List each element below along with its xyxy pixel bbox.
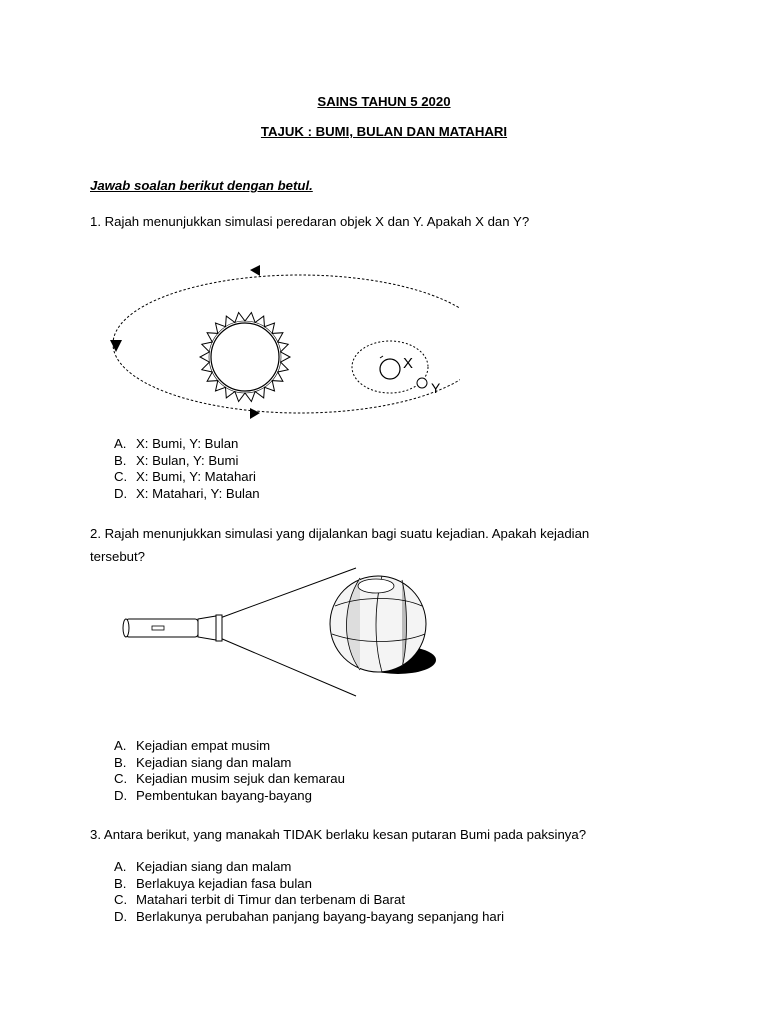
object-y-circle (417, 378, 427, 388)
question-2-text: 2. Rajah menunjukkan simulasi yang dijalankan bagi suatu kejadian. Apakah kejadian tersebut? (90, 526, 590, 564)
object-x-circle (380, 359, 400, 379)
sun-icon (200, 313, 290, 402)
orbit-arrow-left (110, 340, 122, 352)
question-1-text: 1. Rajah menunjukkan simulasi peredaran objek X dan Y. Apakah X dan Y? (90, 214, 530, 229)
globe-icon (330, 576, 436, 674)
orbit-diagram (100, 262, 460, 426)
instruction-text: Jawab soalan berikut dengan betul. (90, 178, 313, 193)
page-title: SAINS TAHUN 5 2020 (317, 94, 451, 109)
option-c: C. Matahari terbit di Timur dan terbenam di Barat (114, 892, 406, 907)
option-a: A. X: Bumi, Y: Bulan (114, 436, 239, 451)
question-3-options (114, 859, 504, 925)
option-d: D. Pembentukan bayang-bayang (114, 787, 312, 803)
option-b: B. X: Bulan, Y: Bumi (114, 452, 239, 468)
question-3-text: 3. Antara berikut, yang manakah TIDAK berlaku kesan putaran Bumi pada paksinya? (90, 827, 587, 842)
option-b: B. Kejadian siang dan malam (114, 754, 292, 770)
question-2-options (114, 738, 345, 804)
option-a: A. Kejadian empat musim (114, 738, 271, 753)
option-a: A. Kejadian siang dan malam (114, 859, 292, 874)
option-b: B. Berlakuya kejadian fasa bulan (114, 875, 312, 891)
question-1-options (114, 436, 260, 502)
torch-icon (123, 615, 222, 641)
option-c: C. X: Bumi, Y: Matahari (114, 469, 256, 484)
orbit-arrow-top (250, 265, 260, 276)
torch-globe-diagram (120, 566, 450, 702)
orbit-arrow-bottom (250, 408, 260, 419)
label-y: Y (431, 380, 441, 396)
option-c: C. Kejadian musim sejuk dan kemarau (114, 771, 345, 786)
label-x: X (403, 355, 414, 372)
option-d: D. Berlakunya perubahan panjang bayang-bayang sepanjang hari (114, 908, 505, 924)
option-d: D. X: Matahari, Y: Bulan (114, 485, 260, 501)
topic-heading: TAJUK : BUMI, BULAN DAN MATAHARI (260, 124, 508, 139)
